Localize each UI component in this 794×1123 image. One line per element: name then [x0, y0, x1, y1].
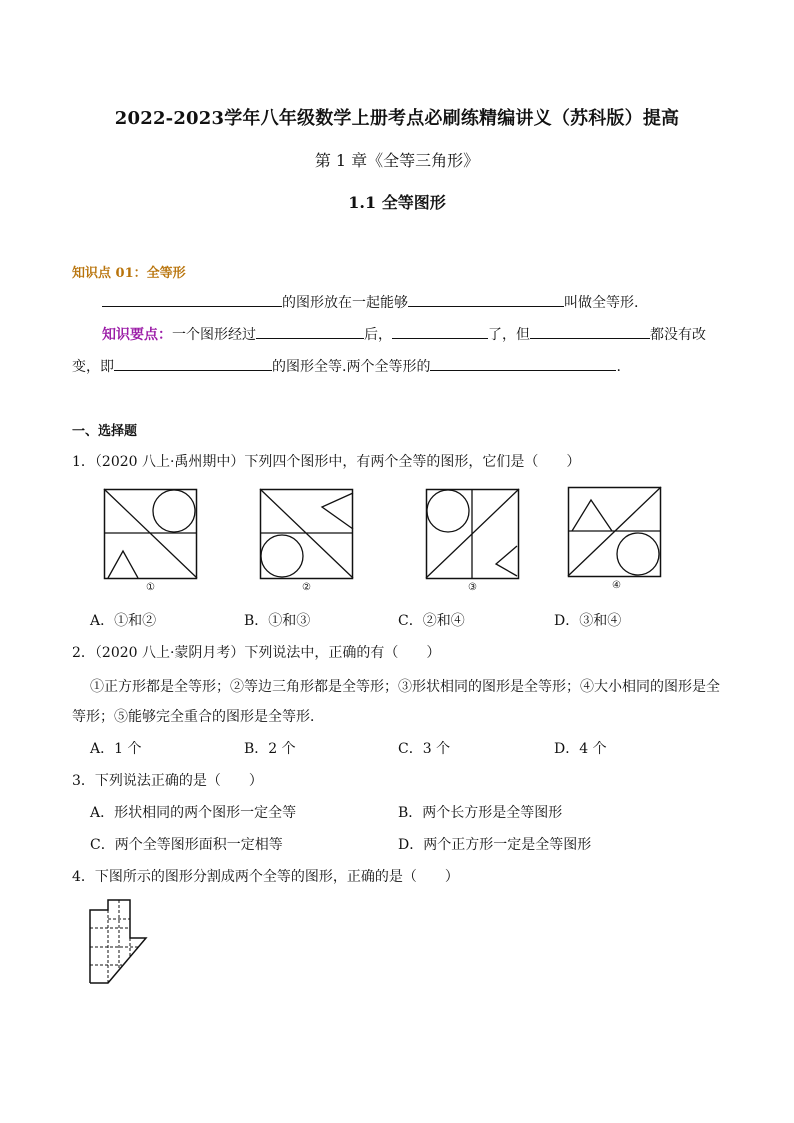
q3-option-a[interactable]: A．形状相同的两个图形一定全等: [90, 805, 297, 821]
figure-2-label: ②: [302, 582, 311, 593]
knowledge-text-3c: .: [616, 359, 621, 375]
blank-3: [256, 324, 364, 339]
knowledge-text-2d: 都没有改: [650, 327, 706, 343]
q1-option-d[interactable]: D．③和④: [554, 613, 622, 629]
document-title: 2022-2023学年八年级数学上册考点必刷练精编讲义（苏科版）提高: [114, 108, 680, 129]
knowledge-line-2: [102, 324, 706, 344]
chapter-title: 第 1 章《全等三角形》: [314, 151, 480, 170]
figure-2: [260, 489, 354, 582]
q2-option-d[interactable]: D．4 个: [554, 741, 607, 757]
q2-option-c[interactable]: C．3 个: [398, 741, 451, 757]
knowledge-point-label: 知识点 01：全等形: [72, 266, 186, 281]
q2-option-b[interactable]: B．2 个: [244, 741, 296, 757]
figure-3-label: ③: [468, 582, 477, 593]
q3-option-d[interactable]: D．两个正方形一定是全等图形: [398, 837, 592, 853]
question-2-detail-1: ①正方形都是全等形；②等边三角形都是全等形；③形状相同的图形是全等形；④大小相同的图形是全: [90, 679, 720, 695]
question-3-stem: 3．下列说法正确的是（ ）: [72, 773, 263, 789]
question-2-stem: 2．（2020 八上·蒙阴月考）下列说法中，正确的有（ ）: [72, 645, 441, 661]
figure-1-label: ①: [146, 582, 155, 593]
question-2-detail-2: 等形；⑤能够完全重合的图形是全等形．: [72, 709, 324, 725]
knowledge-text-3b: 的图形全等.两个全等形的: [272, 359, 431, 375]
blank-5: [530, 324, 650, 339]
knowledge-line-1: [102, 292, 638, 312]
section-heading: 一、选择题: [72, 424, 138, 439]
knowledge-line-3: [72, 356, 621, 376]
question-4-stem: 4．下图所示的图形分割成两个全等的图形，正确的是（ ）: [72, 869, 459, 885]
question-1-stem: 1．（2020 八上·禹州期中）下列四个图形中，有两个全等的图形，它们是（ ）: [72, 454, 581, 470]
question-4-figure: [88, 898, 154, 984]
blank-2: [408, 292, 564, 307]
knowledge-text-3a: 变，即: [72, 359, 114, 375]
q3-option-c[interactable]: C．两个全等图形面积一定相等: [90, 837, 283, 853]
figure-4: [568, 487, 662, 580]
q3-option-b[interactable]: B．两个长方形是全等图形: [398, 805, 563, 821]
q1-option-b[interactable]: B．①和③: [244, 613, 311, 629]
section-title: 1.1 全等图形: [348, 193, 446, 212]
blank-7: [430, 356, 616, 371]
knowledge-text-2c: 了，但: [488, 327, 530, 343]
key-points-label: 知识要点：: [102, 327, 172, 343]
blank-1: [102, 292, 282, 307]
blank-6: [114, 356, 272, 371]
figure-3: [426, 489, 520, 582]
q1-option-c[interactable]: C．②和④: [398, 613, 465, 629]
q1-option-a[interactable]: A．①和②: [90, 613, 157, 629]
blank-4: [392, 324, 488, 339]
knowledge-text-2b: 后，: [364, 327, 392, 343]
knowledge-text-2a: 一个图形经过: [172, 327, 256, 343]
figure-4-label: ④: [612, 580, 621, 591]
knowledge-text-1b: 叫做全等形.: [564, 295, 639, 311]
q2-option-a[interactable]: A．1 个: [90, 741, 142, 757]
figure-1: [104, 489, 198, 582]
knowledge-text-1a: 的图形放在一起能够: [282, 295, 408, 311]
